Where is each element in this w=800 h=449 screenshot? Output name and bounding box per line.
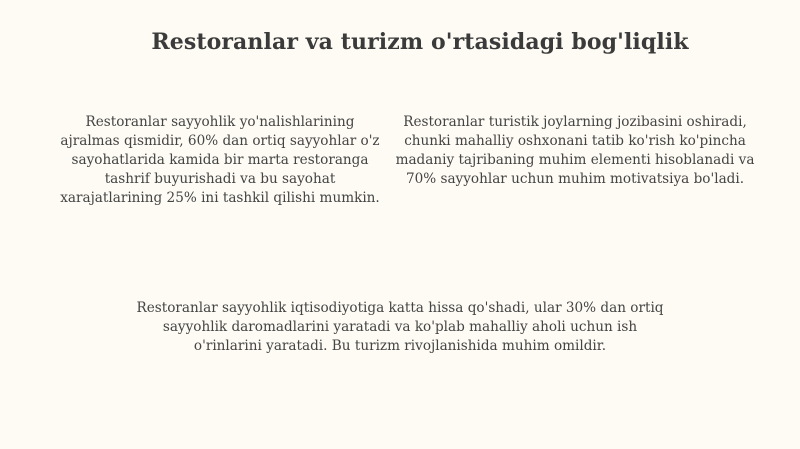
paragraph-left: Restoranlar sayyohlik yo'nalishlarining ajralmas qismidir, 60% dan ortiq sayyohlar o'z sayohatlarida kamida bir marta restoranga tashrif buyurishadi va bu sayohat xarajatlarining 25% ini tashkil qilishi mumkin. bbox=[60, 114, 380, 206]
paragraph-right: Restoranlar turistik joylarning jozibasini oshiradi, chunki mahalliy oshxonani tatib ko'rish ko'pincha madaniy tajribaning muhim elementi hisoblanadi va 70% sayyohlar uchun muhim motivatsiya bo'ladi. bbox=[395, 114, 755, 187]
paragraph-bottom: Restoranlar sayyohlik iqtisodiyotiga katta hissa qo'shadi, ular 30% dan ortiq sayyohlik daromadlarini yaratadi va ko'plab mahalliy aholi uchun ish o'rinlarini yaratadi. Bu turizm rivojlanishida muhim omildir. bbox=[136, 300, 664, 354]
slide-title: Restoranlar va turizm o'rtasidagi bog'liqlik bbox=[151, 29, 689, 55]
